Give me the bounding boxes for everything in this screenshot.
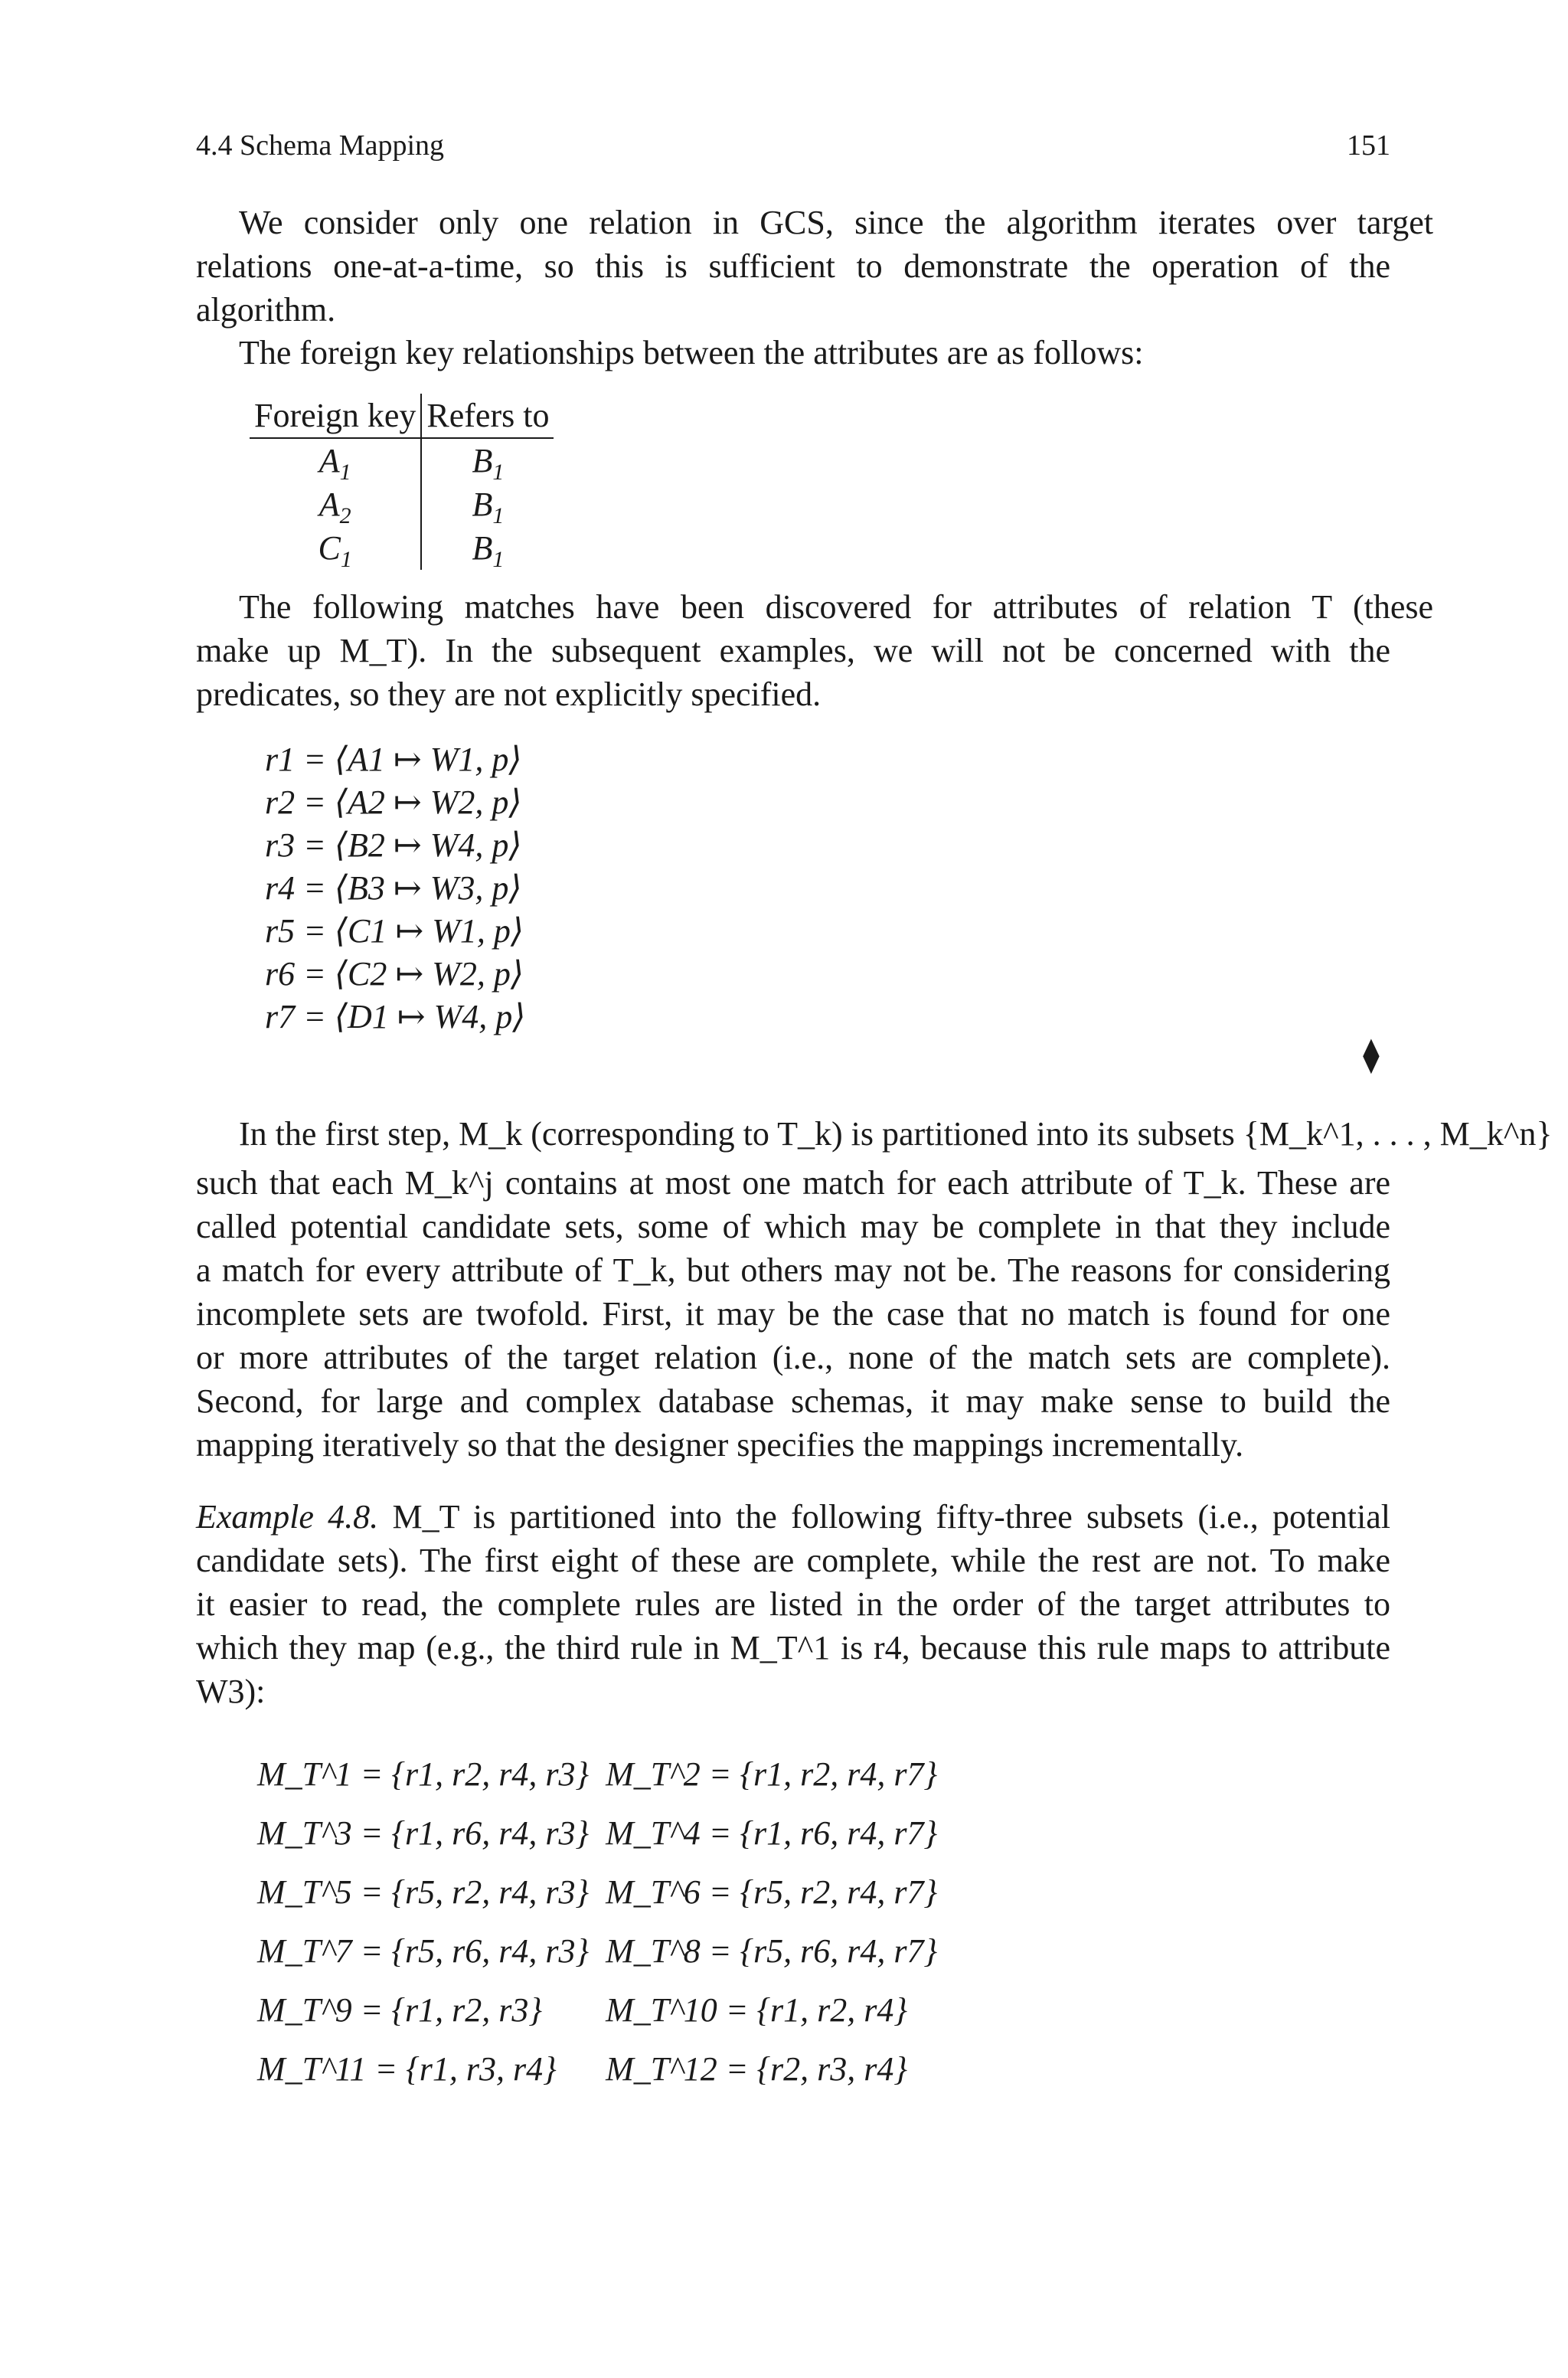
subset-row [257,1922,954,1981]
match-rule: r2 = ⟨A2 ↦ W2, p⟩ [265,783,522,821]
table-cell: $A_2$ [250,482,421,526]
subset-row [257,1804,954,1863]
match-rule: r6 = ⟨C2 ↦ W2, p⟩ [265,955,524,993]
end-of-example-diamond-icon: ⧫ [1363,1036,1380,1074]
subset-formula: M_T^6 = {r5, r2, r4, r7} [606,1873,938,1911]
column-header-foreign-key: Foreign key [250,394,421,438]
paragraph-matches [196,585,1433,629]
table-row [250,482,554,526]
text-line: W3): [196,1673,266,1710]
candidate-subsets-table [257,1745,954,2098]
subset-row [257,1981,954,2039]
subset-formula: M_T^12 = {r2, r3, r4} [606,2050,907,2088]
text-line: algorithm. [196,291,336,329]
text-line: make up M_T). In the subsequent examples, we will not be concerned with the [196,632,1390,669]
table-cell: $B_1$ [472,442,505,485]
text-line: mapping iteratively so that the designer specifies the mappings incrementally. [196,1426,1244,1464]
running-header [196,127,1390,164]
subset-formula: M_T^3 = {r1, r6, r4, r3} [257,1814,590,1852]
example-4-8 [196,1495,1390,1713]
table-row [250,526,554,570]
subset-formula: M_T^9 = {r1, r2, r3} [257,1991,542,2029]
table-cell: $B_1$ [472,529,505,572]
subset-row [257,1745,954,1804]
match-rule: r4 = ⟨B3 ↦ W3, p⟩ [265,869,522,907]
subset-formula: M_T^11 = {r1, r3, r4} [257,2050,557,2088]
text-line: a match for every attribute of T_k, but others may not be. The reasons for considering [196,1251,1390,1289]
text-line: The following matches have been discovered for attributes of relation T (these [239,588,1433,626]
paragraph-matches-cont [196,629,1390,716]
subset-formula: M_T^4 = {r1, r6, r4, r7} [606,1814,938,1852]
table-header-row [250,394,554,438]
subset-formula: M_T^10 = {r1, r2, r4} [606,1991,907,2029]
paragraph-gcs [196,201,1433,244]
table-cell: $C_1$ [250,526,421,570]
text-line: candidate sets). The first eight of these are complete, while the rest are not. To make [196,1542,1390,1579]
table-row [250,438,554,482]
text-line: it easier to read, the complete rules are listed in the order of the target attributes to [196,1585,1390,1623]
paragraph-partition [196,1112,1553,1156]
example-label: Example 4.8. [196,1498,379,1536]
subset-formula: M_T^8 = {r5, r6, r4, r7} [606,1932,938,1970]
subset-formula: M_T^1 = {r1, r2, r4, r3} [257,1755,590,1793]
subset-row [257,2039,954,2098]
page-number: 151 [1347,129,1390,162]
text-line: We consider only one relation in GCS, since the algorithm iterates over target [239,204,1433,241]
text-line: The foreign key relationships between the attributes are as follows: [239,334,1144,371]
subset-row [257,1863,954,1922]
subset-formula: M_T^7 = {r5, r6, r4, r3} [257,1932,590,1970]
text-line: predicates, so they are not explicitly specified. [196,675,822,713]
text-line: called potential candidate sets, some of which may be complete in that they include [196,1208,1390,1245]
match-rule: r5 = ⟨C1 ↦ W1, p⟩ [265,912,524,950]
foreign-key-table [250,394,554,570]
match-rule: r7 = ⟨D1 ↦ W4, p⟩ [265,998,526,1035]
subset-formula: M_T^2 = {r1, r2, r4, r7} [606,1755,938,1793]
match-rule: r3 = ⟨B2 ↦ W4, p⟩ [265,826,522,864]
table-cell: $B_1$ [472,486,505,528]
paragraph-gcs-cont [196,244,1390,332]
table-cell: $A_1$ [250,438,421,482]
text-line: M_T is partitioned into the following fifty-three subsets (i.e., potential [392,1498,1391,1536]
text-line: Second, for large and complex database schemas, it may make sense to build the [196,1382,1390,1420]
paragraph-partition-cont [196,1161,1390,1467]
match-rule: r1 = ⟨A1 ↦ W1, p⟩ [265,741,522,778]
text-line: such that each M_k^j contains at most one match for each attribute of T_k. These are [196,1164,1390,1202]
text-line: relations one-at-a-time, so this is sufficient to demonstrate the operation of the [196,247,1390,285]
text-line: which they map (e.g., the third rule in M_T^1 is r4, because this rule maps to attribute [196,1629,1390,1667]
section-title: 4.4 Schema Mapping [196,129,445,162]
subset-formula: M_T^5 = {r5, r2, r4, r3} [257,1873,590,1911]
text-line: or more attributes of the target relation (i.e., none of the match sets are complete). [196,1339,1390,1376]
text-line: incomplete sets are twofold. First, it may be the case that no match is found for one [196,1295,1390,1333]
column-header-refers-to: Refers to [421,394,554,438]
paragraph-foreign-keys [196,331,1433,375]
text-line: In the first step, M_k (corresponding to T_k) is partitioned into its subsets {M_k^1, . . . , M_k^n} [239,1115,1553,1153]
match-rules-list [265,738,525,1039]
